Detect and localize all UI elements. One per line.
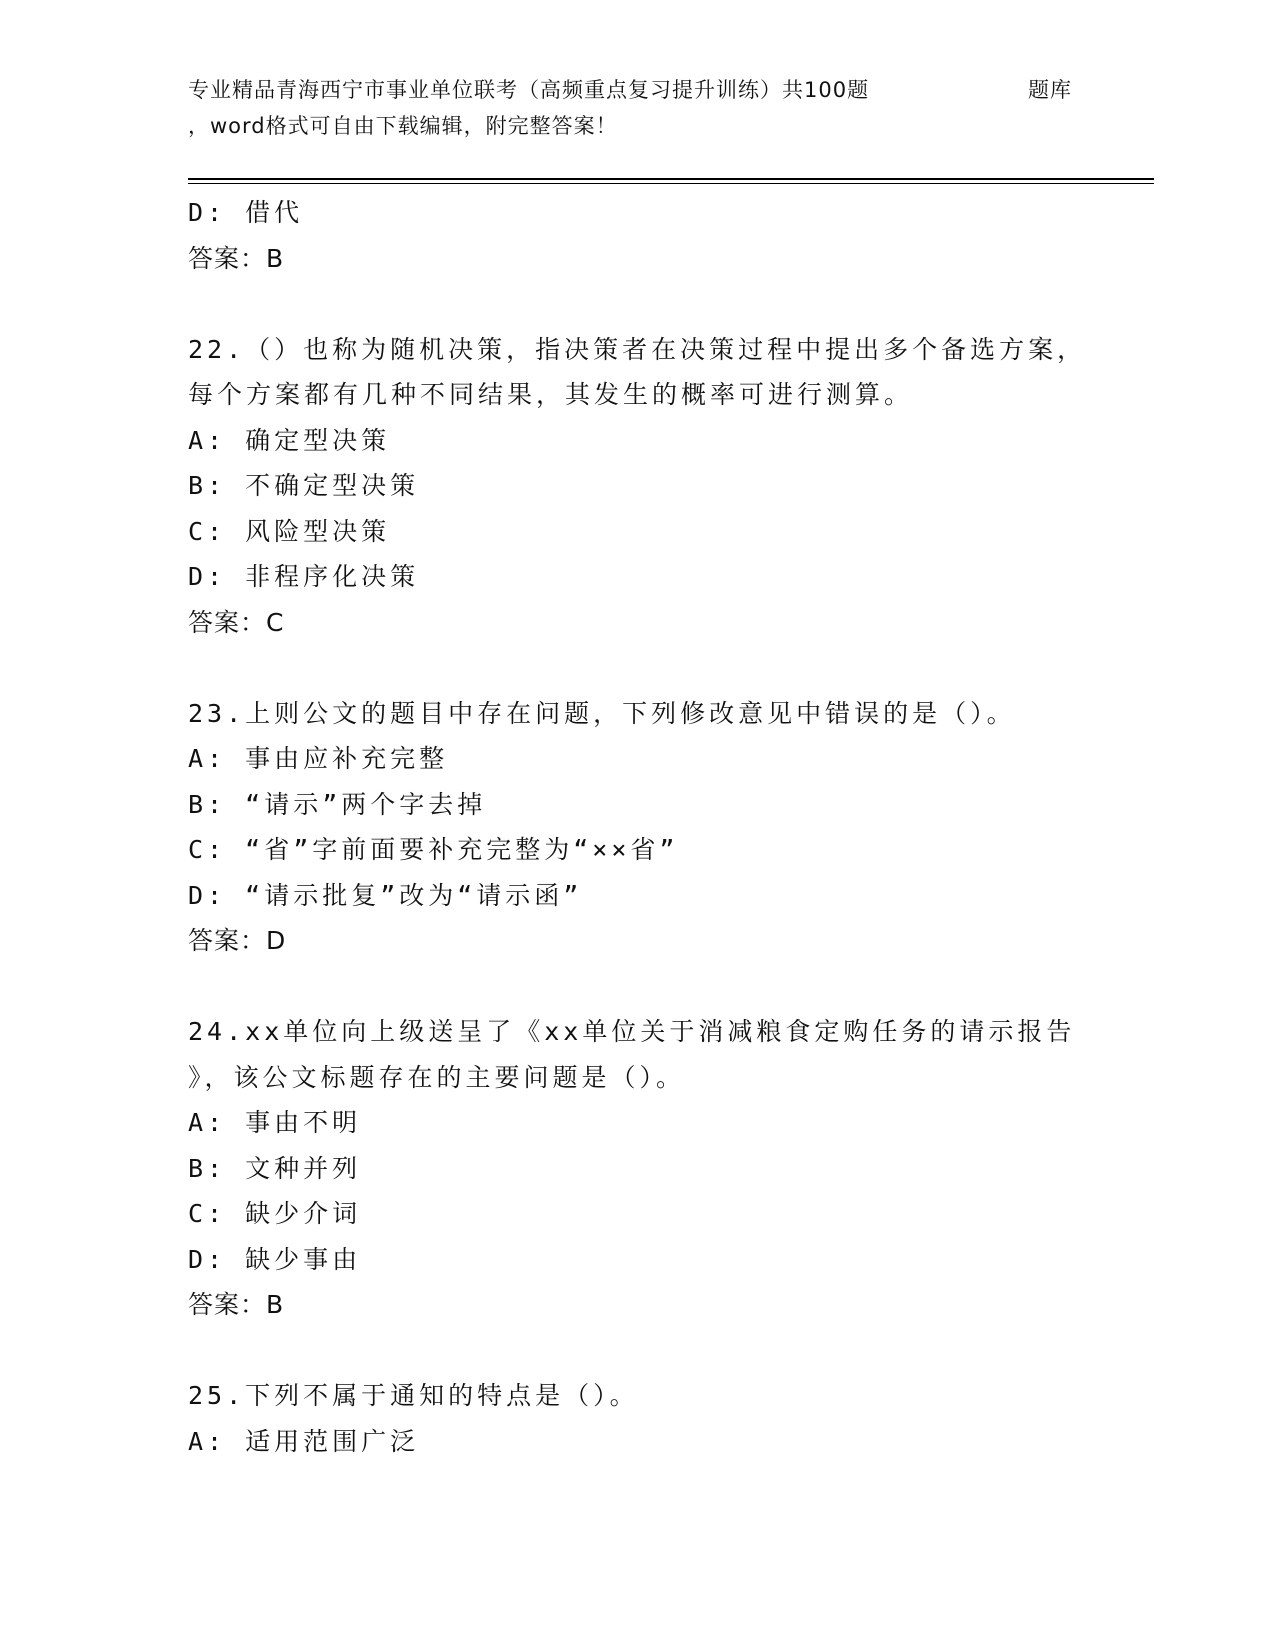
header-title: 专业精品青海西宁市事业单位联考（高频重点复习提升训练）共100题 bbox=[188, 78, 870, 102]
header-rule-thin bbox=[188, 183, 1154, 184]
option-d: D: “请示批复”改为“请示函” bbox=[188, 880, 583, 910]
header-rule-thick bbox=[188, 178, 1154, 180]
option-a: A: 事由应补充完整 bbox=[188, 744, 449, 773]
option-a: A: 确定型决策 bbox=[188, 425, 391, 455]
question-25 bbox=[188, 1373, 1138, 1464]
option-a: A: 事由不明 bbox=[188, 1108, 362, 1137]
option-b: B: 不确定型决策 bbox=[188, 471, 420, 500]
question-stem-line: 每个方案都有几种不同结果，其发生的概率可进行测算。 bbox=[188, 380, 914, 409]
option-a: A: 适用范围广泛 bbox=[188, 1426, 420, 1456]
option-b: B: 文种并列 bbox=[188, 1153, 362, 1183]
question-content bbox=[188, 190, 1138, 1464]
option-d: D: 缺少事由 bbox=[188, 1244, 362, 1274]
fragment-answer: 答案：B bbox=[188, 243, 285, 273]
question-stem-line: 24.xx单位向上级送呈了《xx单位关于消减粮食定购任务的请示报告 bbox=[188, 1017, 1076, 1046]
question-stem-line: 25.下列不属于通知的特点是（）。 bbox=[188, 1381, 639, 1410]
option-c: C: 缺少介词 bbox=[188, 1199, 362, 1228]
option-b: B: “请示”两个字去掉 bbox=[188, 789, 487, 819]
header-subtitle: ，word格式可自由下载编辑，附完整答案！ bbox=[188, 114, 618, 138]
option-c: C: 风险型决策 bbox=[188, 516, 391, 546]
page-header bbox=[188, 72, 1088, 144]
fragment-option-d: D: 借代 bbox=[188, 198, 304, 227]
question-stem-line: 》，该公文标题存在的主要问题是（）。 bbox=[188, 1062, 686, 1092]
question-23 bbox=[188, 691, 1138, 964]
question-stem-line: 22.（）也称为随机决策，指决策者在决策过程中提出多个备选方案， bbox=[188, 334, 1087, 364]
answer: 答案：B bbox=[188, 1290, 285, 1319]
option-d: D: 非程序化决策 bbox=[188, 562, 420, 591]
question-stem-line: 23.上则公文的题目中存在问题，下列修改意见中错误的是（）。 bbox=[188, 698, 1016, 728]
answer: 答案：D bbox=[188, 926, 287, 955]
question-22 bbox=[188, 327, 1138, 646]
question-24 bbox=[188, 1009, 1138, 1328]
header-tag: 题库 bbox=[1028, 78, 1072, 102]
answer: 答案：C bbox=[188, 607, 285, 637]
option-c: C: “省”字前面要补充完整为“××省” bbox=[188, 835, 679, 864]
